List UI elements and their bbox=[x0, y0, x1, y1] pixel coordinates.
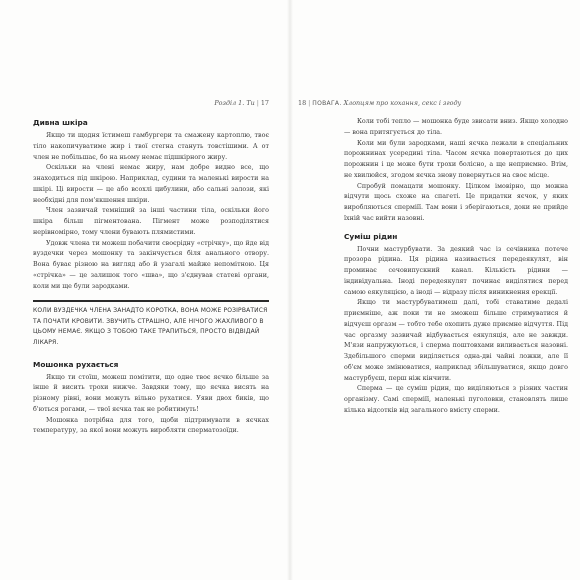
paragraph: Удовж члена ти можеш побачити своєрідну «стрічку», що йде від вуздечки через мошонку та закінчується біля анального отвору. Вона буває різною на вигляд або й узагалі майже непомітною. Ця «стрічка» — це залишок того «шва», що з'єднував статеві органи, коли ми ще були зародками. bbox=[33, 239, 269, 290]
page-number: 18 bbox=[298, 99, 307, 107]
paragraph: Сперма — це суміш рідин, що виділяються з різних частин організму. Самі сперміїї, маленькі пуголовки, становлять лише кілька відсотків від загального вмісту сперми. bbox=[344, 385, 568, 414]
section-heading: Дивна шкіра bbox=[33, 118, 88, 127]
separator: | bbox=[308, 99, 311, 107]
paragraph: Якщо ти щодня їстимеш гамбургери та смажену картоплю, твоє тіло накопичуватиме жир і твої стегна стануть товстішими. А от член не побільшає, бо на ньому немає підшкірного жиру. bbox=[33, 132, 269, 161]
running-head-right bbox=[298, 99, 461, 107]
chapter-title: Розділ 1. Ти bbox=[214, 99, 255, 107]
section-heading: Мошонка рухається bbox=[33, 359, 119, 369]
paragraph: Спробуй помацати мошонку. Цілком імовірно, що можна відчути щось схоже на спагеті. Це придатки яєчок, у яких виробляються сперміїї. Там вони і зберігаються, доки не прийде їхній час вийти назовні. bbox=[344, 182, 568, 222]
book-subtitle: Хлопцям про кохання, секс і згоду bbox=[343, 99, 462, 107]
paragraph: Почни мастурбувати. За деякий час із сечівника потече прозора рідина. Ця рідина називається передеякулят, він проминає сечовипускний канал. Кількість рідини — індивідуальна. Іноді передеякулят починає виділятися перед самою еякуляцією, а іноді — відразу після виникнення ерекції. bbox=[344, 245, 568, 296]
book-title: ПОВАГА. bbox=[312, 100, 342, 107]
separator: | bbox=[256, 99, 259, 107]
section-heading: Суміш рідин bbox=[344, 231, 398, 241]
left-content bbox=[33, 117, 269, 437]
right-page bbox=[290, 0, 580, 580]
paragraph: Коли тобі тепло — мошонка буде звисати вниз. Якщо холодно — вона притягується до тіла. bbox=[344, 118, 568, 136]
callout-box bbox=[33, 300, 269, 348]
paragraph: Якщо ти мастурбуватимеш далі, тобі ставатиме дедалі приємніше, аж поки ти не зможеш більше стримуватися й відчуєш оргазм — тобто тебе охопить дуже приємне відчуття. Під час оргазму зазвичай відбувається еякуляція, але не завжди. М'язи напружуються, і сперма поштовхами виливається назовні. Здебільшого сперми виділяється одна-дві чайні ложки, але її об'єм може змінюватися, наприклад збільшуватися, якщо довго мастурбуєш, перш ніж кінчити. bbox=[344, 299, 568, 382]
paragraph: Коли ми були зародками, наші яєчка лежали в спеціальних порожнинах усередині тіла. Часом яєчка повертаються до цих порожнин і це може бути трохи болісно, а ще неприємно. Втім, не хвилюйся, згодом яєчка знову повернуться на своє місце. bbox=[344, 139, 568, 179]
page-number: 17 bbox=[260, 99, 269, 107]
right-content bbox=[344, 117, 568, 417]
paragraph: Якщо ти стоїш, можеш помітити, що одне твоє яєчко більше за інше й висить трохи нижче. Завдяки тому, що яєчка висять на різному рівні, вони можуть вільно рухатися. Уяви двох биків, що б'ються рогами, — твої яєчка так не робитимуть! bbox=[33, 373, 269, 413]
paragraph: Мошонка потрібна для того, щоби підтримувати в яєчках температуру, за якої вони можуть виробляти сперматозоїди. bbox=[33, 416, 269, 435]
callout-text: КОЛИ ВУЗДЕЧКА ЧЛЕНА ЗАНАДТО КОРОТКА, ВОНА МОЖЕ РОЗІРВАТИСЯ ТА ПОЧАТИ КРОВИТИ. ЗВУЧИТЬ СТРАШНО, АЛЕ НІЧОГО ЖАХЛИВОГО В ЦЬОМУ НЕМАЄ. ЯКЩО З ТОБОЮ ТАКЕ ТРАПИТЬСЯ, ПРОСТО ВІДВІДАЙ ЛІКАРЯ. bbox=[33, 307, 268, 347]
book-gutter bbox=[287, 0, 293, 580]
paragraph: Член зазвичай темніший за інші частини тіла, оскільки його шкіра більш пігментована. Пігмент може розподілятися нерівномірно, тому члени бувають плямистими. bbox=[33, 207, 269, 236]
paragraph: Оскільки на члені немає жиру, нам добре видно все, що знаходиться під шкірою. Наприклад, судини та маленькі вирости на шкірі. Ці вирости — це або всохлі цибулини, або сальні залози, які необхідні для пом'якшення шкіри. bbox=[33, 164, 269, 204]
running-head-left bbox=[214, 99, 269, 107]
